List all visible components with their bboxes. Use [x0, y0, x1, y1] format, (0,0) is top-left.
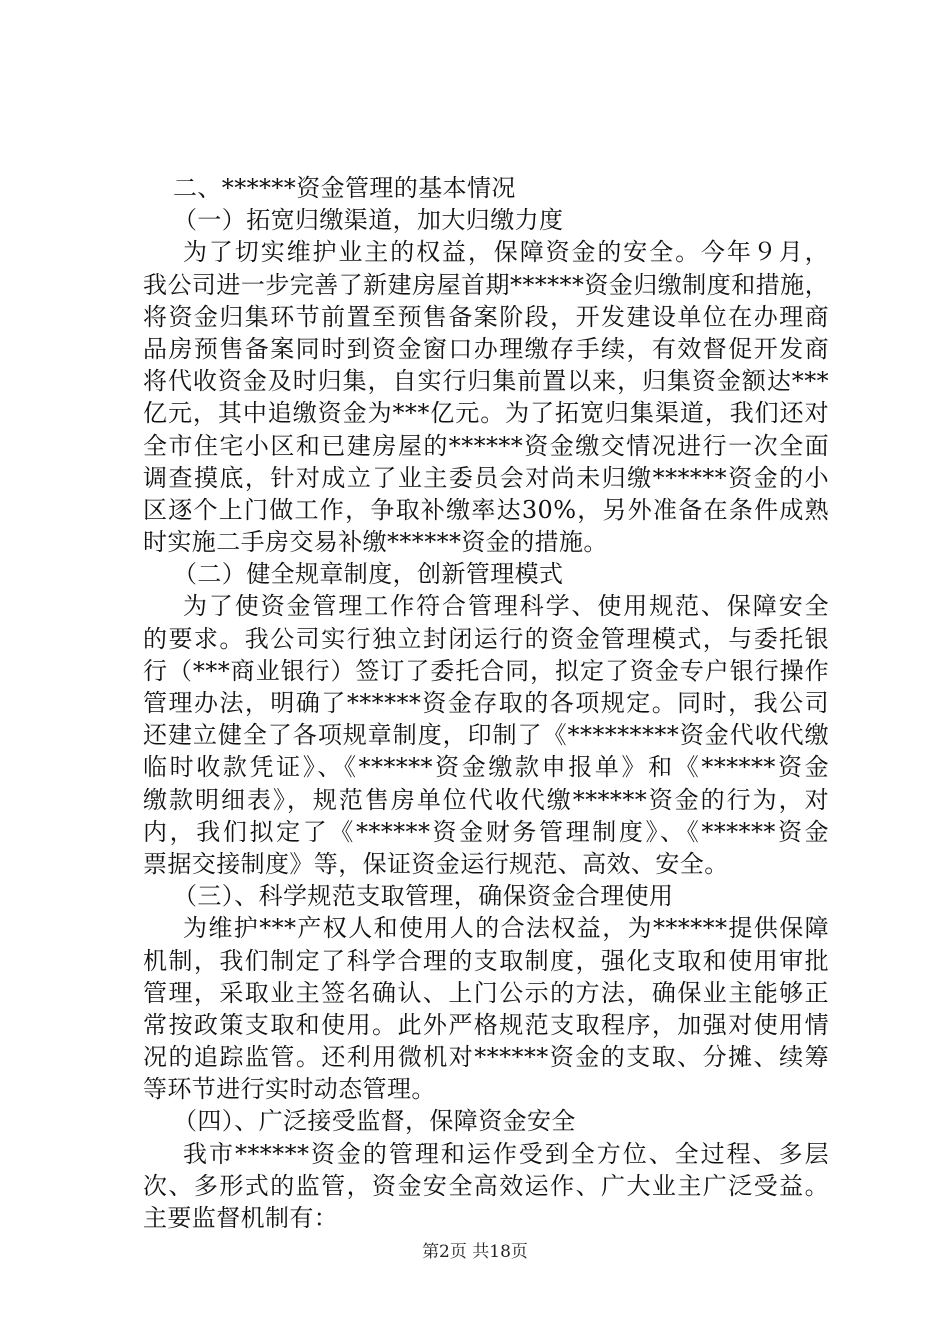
paragraph-line: 等环节进行实时动态管理。 [143, 1075, 436, 1104]
paragraph-line: 将代收资金及时归集，自实行归集前置以来，归集资金额达*** [143, 367, 829, 396]
paragraph-line: 我公司进一步完善了新建房屋首期******资金归缴制度和措施， [143, 270, 829, 299]
section-heading: 二、******资金管理的基本情况 [173, 174, 516, 202]
document-body [143, 172, 829, 1234]
page-number-footer: 第2页 共18页 [422, 1242, 528, 1262]
paragraph-line: 我市******资金的管理和运作受到全方位、全过程、多层 [183, 1139, 829, 1168]
paragraph-line: 次、多形式的监管，资金安全高效运作、广大业主广泛受益。 [143, 1171, 829, 1200]
paragraph-line: 内，我们拟定了《******资金财务管理制度》、《******资金 [143, 817, 829, 846]
paragraph-line: 临时收款凭证》、《******资金缴款申报单》和《******资金 [143, 753, 829, 782]
paragraph-line: 票据交接制度》等，保证资金运行规范、高效、安全。 [143, 849, 729, 878]
paragraph-line: 为了切实维护业主的权益，保障资金的安全。今年９月， [183, 238, 829, 267]
paragraph-line: 品房预售备案同时到资金窗口办理缴存手续，有效督促开发商 [143, 334, 829, 363]
paragraph-line: 机制，我们制定了科学合理的支取制度，强化支取和使用审批 [143, 946, 829, 975]
paragraph-line: 管理办法，明确了******资金存取的各项规定。同时，我公司 [143, 689, 829, 717]
paragraph-line: 还建立健全了各项规章制度，印制了《*********资金代收代缴 [143, 721, 829, 750]
paragraph-line: 为维护***产权人和使用人的合法权益，为******提供保障 [183, 914, 829, 943]
paragraph-line: 况的追踪监管。还利用微机对******资金的支取、分摊、续筹 [143, 1043, 829, 1072]
subsection-heading-1: （一）拓宽归缴渠道，加大归缴力度 [173, 206, 564, 235]
paragraph-line: 时实施二手房交易补缴******资金的措施。 [143, 528, 608, 557]
subsection-heading-3: （三）、科学规范支取管理，确保资金合理使用 [173, 882, 674, 911]
paragraph-line: 主要监督机制有： [143, 1204, 339, 1232]
paragraph-line: 调查摸底，针对成立了业主委员会对尚未归缴******资金的小 [143, 463, 829, 492]
paragraph-line: 的要求。我公司实行独立封闭运行的资金管理模式，与委托银 [143, 624, 829, 653]
subsection-heading-4: （四）、广泛接受监督，保障资金安全 [173, 1107, 576, 1136]
paragraph-line: 管理，采取业主签名确认、上门公示的方法，确保业主能够正 [143, 978, 829, 1007]
paragraph-line: 为了使资金管理工作符合管理科学、使用规范、保障安全 [183, 592, 829, 621]
paragraph-line: 全市住宅小区和已建房屋的******资金缴交情况进行一次全面 [143, 431, 829, 460]
paragraph-line: 常按政策支取和使用。此外严格规范支取程序，加强对使用情 [143, 1010, 829, 1039]
subsection-heading-2: （二）健全规章制度，创新管理模式 [173, 560, 564, 589]
paragraph-line: 行（***商业银行）签订了委托合同，拟定了资金专户银行操作 [143, 656, 829, 685]
paragraph-line: 缴款明细表》，规范售房单位代收代缴******资金的行为，对 [143, 785, 829, 814]
paragraph-line: 区逐个上门做工作，争取补缴率达30%，另外准备在条件成熟 [143, 495, 829, 524]
paragraph-line: 将资金归集环节前置至预售备案阶段，开发建设单位在办理商 [143, 302, 829, 331]
paragraph-line: 亿元，其中追缴资金为***亿元。为了拓宽归集渠道，我们还对 [143, 399, 829, 428]
